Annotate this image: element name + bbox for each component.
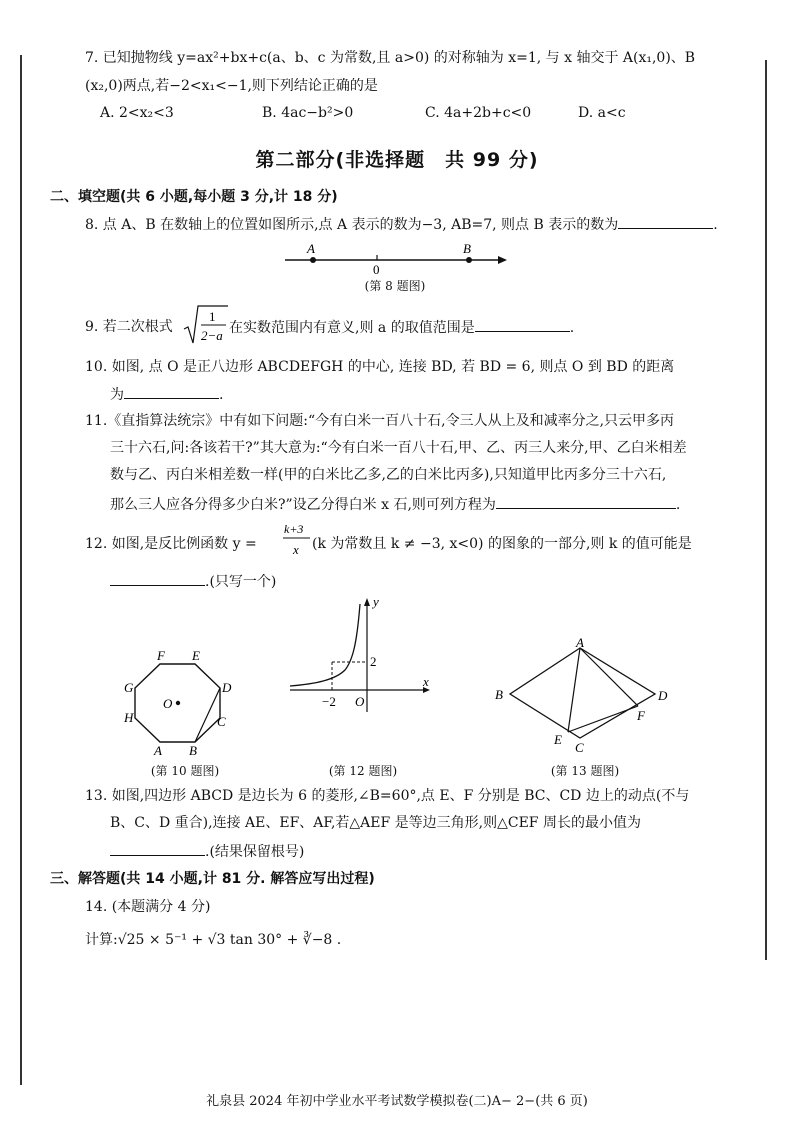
- q7-line1: 7. 已知抛物线 y=ax²+bx+c(a、b、c 为常数,且 a>0) 的对称轴为 x=1, 与 x 轴交于 A(x₁,0)、B: [85, 50, 696, 66]
- q9-numerator: 1: [209, 309, 216, 324]
- label-a: A: [307, 241, 315, 256]
- q14-calc: 计算:√25 × 5⁻¹ + √3 tan 30° + ∛−8 .: [85, 932, 342, 948]
- label-o: O: [163, 696, 173, 711]
- q9-answer-blank: [475, 317, 570, 332]
- q12-suffix: (k 为常数且 k ≠ −3, x<0) 的图象的一部分,则 k 的值可能是: [312, 536, 692, 552]
- label-a: A: [576, 638, 584, 650]
- q8-period: .: [713, 217, 718, 233]
- label-g: G: [124, 680, 134, 695]
- segment-ae: [568, 648, 580, 732]
- center-o: [176, 701, 180, 705]
- q12-line2-suffix: .(只写一个): [205, 574, 277, 590]
- q7-option-c: C. 4a+2b+c<0: [425, 105, 532, 121]
- part2-title: 第二部分(非选择题 共 99 分): [255, 149, 539, 171]
- q7-option-b: B. 4ac−b²>0: [262, 105, 354, 121]
- segment-af: [580, 648, 638, 706]
- q12-answer-blank: [110, 571, 205, 586]
- label-a: A: [154, 743, 162, 758]
- fig10-octagon: [118, 640, 238, 765]
- q10-period: .: [219, 387, 224, 403]
- label-y: y: [373, 594, 379, 609]
- q8-question: 8. 点 A、B 在数轴上的位置如图所示,点 A 表示的数为−3, AB=7, 则点 B 表示的数为: [85, 217, 619, 233]
- q12-line2: [110, 571, 276, 592]
- q11-line3: 数与乙、丙白米相差数一样(甲的白米比乙多,乙的白米比丙多),只知道甲比丙多分三十六石,: [110, 467, 667, 483]
- number-line-arrow: [498, 256, 507, 264]
- q13-line2: B、C、D 重合),连接 AE、EF、AF,若△AEF 是等边三角形,则△CEF 周长的最小值为: [110, 815, 641, 831]
- q10-answer-blank: [124, 384, 219, 399]
- label-b: B: [189, 743, 197, 758]
- label-c: C: [217, 714, 226, 729]
- right-margin-line: [765, 60, 767, 960]
- q12-prefix: 12. 如图,是反比例函数 y =: [85, 536, 257, 552]
- label-zero: 0: [373, 262, 380, 277]
- left-margin-line: [20, 55, 22, 1085]
- label-d: D: [658, 688, 668, 703]
- q8-text: [85, 214, 718, 235]
- q9-prefix: 9. 若二次根式: [85, 319, 173, 335]
- label-two: 2: [370, 654, 377, 669]
- rhombus-shape: [510, 648, 655, 738]
- segment-ef: [568, 706, 638, 732]
- q13-line3: [110, 841, 304, 862]
- point-b: [466, 257, 472, 263]
- q11-answer-blank: [496, 494, 676, 509]
- q12-denominator: x: [293, 542, 299, 557]
- label-c: C: [575, 740, 584, 755]
- fig13-caption: (第 13 题图): [550, 764, 620, 778]
- point-a: [310, 257, 316, 263]
- q11-line2: 三十六石,问:各该若干?”其大意为:“今有白米一百八十石,甲、乙、丙三人来分,甲、乙白米相差: [110, 440, 687, 456]
- q13-answer-blank: [110, 841, 205, 856]
- label-x: x: [423, 674, 429, 689]
- section2-title: 二、填空题(共 6 小题,每小题 3 分,计 18 分): [50, 189, 338, 205]
- q11-line4: [110, 494, 680, 515]
- hyperbola-curve: [290, 604, 360, 686]
- q9-suffix: [229, 317, 574, 338]
- q7-option-d: D. a<c: [578, 105, 626, 121]
- q12-fraction: [282, 518, 312, 562]
- q11-line1: 11.《直指算法统宗》中有如下问题:“今有白米一百八十石,令三人从上及和减率分之,只云甲多丙: [85, 413, 675, 429]
- q10-line1: 10. 如图, 点 O 是正八边形 ABCDEFGH 的中心, 连接 BD, 若 BD = 6, 则点 O 到 BD 的距离: [85, 359, 675, 375]
- q14-title: 14. (本题满分 4 分): [85, 899, 211, 915]
- label-e: E: [554, 732, 562, 747]
- fig12-graph: [285, 592, 435, 717]
- page-footer: 礼泉县 2024 年初中学业水平考试数学模拟卷(二)A− 2−(共 6 页): [206, 1094, 588, 1109]
- label-f: F: [157, 648, 165, 663]
- label-f: F: [637, 708, 645, 723]
- q8-answer-blank: [618, 214, 713, 229]
- q10-line2: [110, 384, 223, 405]
- section3-title: 三、解答题(共 14 小题,计 81 分. 解答应写出过程): [50, 871, 375, 887]
- q11-period: .: [675, 497, 681, 513]
- label-b: B: [495, 687, 503, 702]
- label-d: D: [222, 680, 232, 695]
- label-h: H: [124, 710, 134, 725]
- q11-line4-text: 那么三人应各分得多少白米?”设乙分得白米 x 石,则可列方程为: [110, 497, 496, 513]
- label-e: E: [192, 648, 200, 663]
- q12-numerator: k+3: [284, 522, 304, 536]
- q13-line1: 13. 如图,四边形 ABCD 是边长为 6 的菱形,∠B=60°,点 E、F 分别是 BC、CD 边上的动点(不与: [85, 788, 690, 804]
- fig10-caption: (第 10 题图): [150, 764, 220, 778]
- q7-line2: (x₂,0)两点,若−2<x₁<−1,则下列结论正确的是: [85, 78, 378, 94]
- q10-line2-prefix: 为: [110, 387, 124, 403]
- fig13-rhombus: [490, 638, 680, 758]
- q9-period: .: [569, 320, 575, 336]
- y-axis-arrow: [364, 598, 370, 606]
- q9-radical: [182, 303, 230, 347]
- label-o: O: [355, 694, 365, 709]
- fig12-caption: (第 12 题图): [328, 764, 398, 778]
- q9-suffix-text: 在实数范围内有意义,则 a 的取值范围是: [229, 320, 475, 336]
- label-b: B: [463, 241, 471, 256]
- q8-number-line-figure: [280, 238, 510, 278]
- q7-option-a: A. 2<x₂<3: [100, 105, 174, 121]
- q8-caption: (第 8 题图): [364, 279, 426, 293]
- q13-line3-suffix: .(结果保留根号): [205, 844, 305, 860]
- q9-denominator: 2−a: [201, 328, 223, 343]
- label-neg2: −2: [322, 694, 336, 709]
